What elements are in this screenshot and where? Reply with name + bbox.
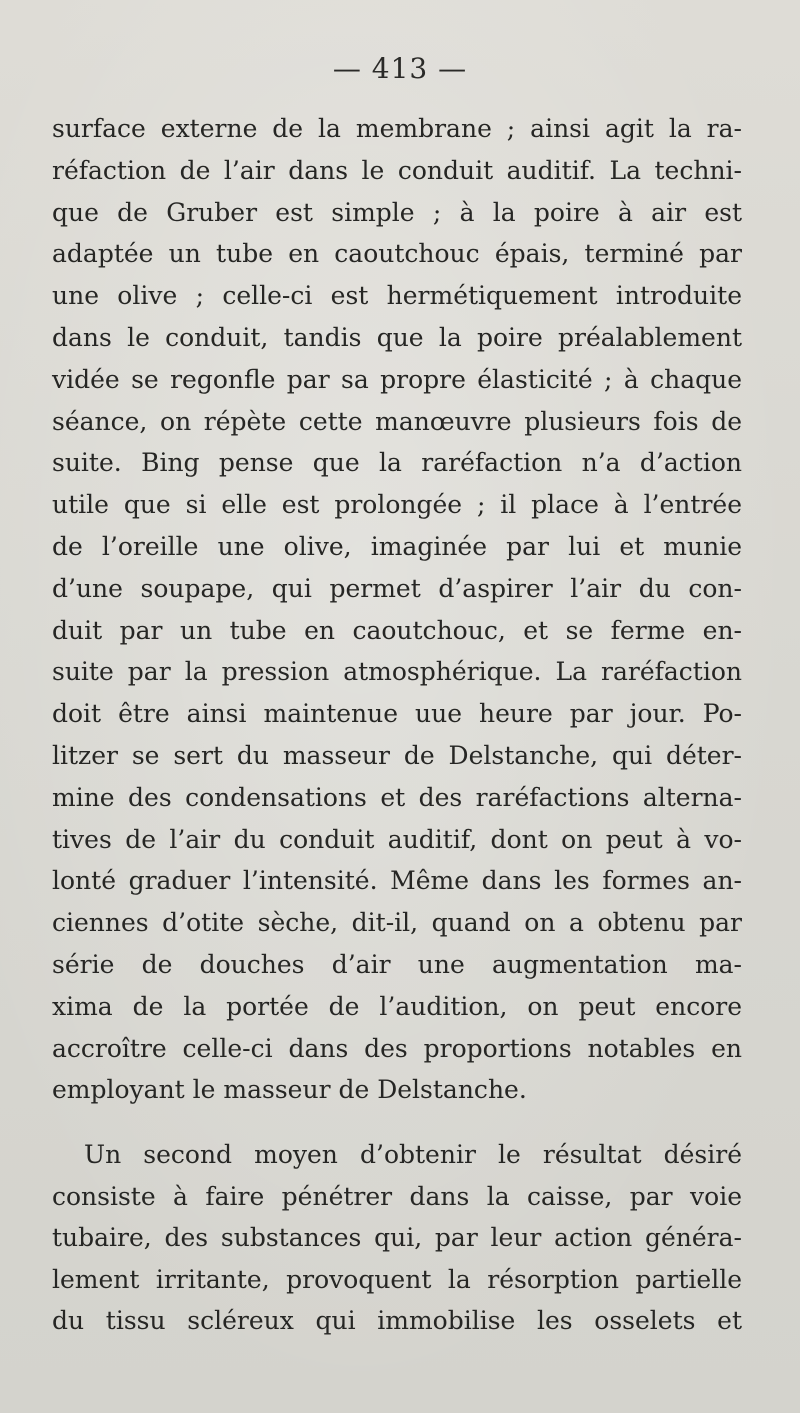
text-line: employant le masseur de Delstanche. <box>52 1075 527 1105</box>
text-line: de l’oreille une olive, imaginée par lui et munie <box>52 531 742 561</box>
text-line: séance, on répète cette manœuvre plusieurs fois de <box>52 406 742 436</box>
text-line: série de douches d’air une augmentation ma- <box>52 949 742 979</box>
page-number: — 413 — <box>332 52 468 85</box>
text-line: réfaction de l’air dans le conduit auditif. La techni- <box>52 155 742 185</box>
text-line: du tissu scléreux qui immobilise les osselets et <box>52 1306 742 1336</box>
text-line: tubaire, des substances qui, par leur action généra- <box>52 1223 742 1253</box>
text-line: ciennes d’otite sèche, dit-il, quand on a obtenu par <box>52 908 742 938</box>
text-line: que de Gruber est simple ; à la poire à air est <box>52 197 742 227</box>
text-line: adaptée un tube en caoutchouc épais, terminé par <box>52 239 742 269</box>
text-line: accroître celle-ci dans des proportions notables en <box>52 1033 742 1063</box>
text-line: vidée se regonfle par sa propre élasticité ; à chaque <box>52 364 742 394</box>
text-line: tives de l’air du conduit auditif, dont on peut à vo- <box>52 824 742 854</box>
text-line: une olive ; celle-ci est hermétiquement introduite <box>52 281 742 311</box>
text-line: lonté graduer l’intensité. Même dans les formes an- <box>52 866 742 896</box>
text-line: suite par la pression atmosphérique. La raréfaction <box>52 657 742 687</box>
text-line: duit par un tube en caoutchouc, et se ferme en- <box>52 615 742 645</box>
text-line: suite. Bing pense que la raréfaction n’a d’action <box>52 448 742 478</box>
text-line: mine des condensations et des raréfactions alterna- <box>52 782 742 812</box>
text-line: consiste à faire pénétrer dans la caisse, par voie <box>52 1181 742 1211</box>
text-line: surface externe de la membrane ; ainsi agit la ra- <box>52 114 742 143</box>
paragraph-2 <box>52 1134 742 1342</box>
text-line: dans le conduit, tandis que la poire préalablement <box>52 322 742 352</box>
text-line: doit être ainsi maintenue uue heure par jour. Po- <box>52 699 742 729</box>
text-line: lement irritante, provoquent la résorption partielle <box>52 1264 742 1294</box>
text-line: d’une soupape, qui permet d’aspirer l’air du con- <box>52 573 742 603</box>
text-line: xima de la portée de l’audition, on peut encore <box>52 991 742 1021</box>
text-line: litzer se sert du masseur de Delstanche, qui déter- <box>52 740 742 770</box>
text-line: utile que si elle est prolongée ; il place à l’entrée <box>52 490 742 520</box>
text-line: Un second moyen d’obtenir le résultat désiré <box>84 1140 742 1169</box>
paragraph-1 <box>52 108 742 1111</box>
